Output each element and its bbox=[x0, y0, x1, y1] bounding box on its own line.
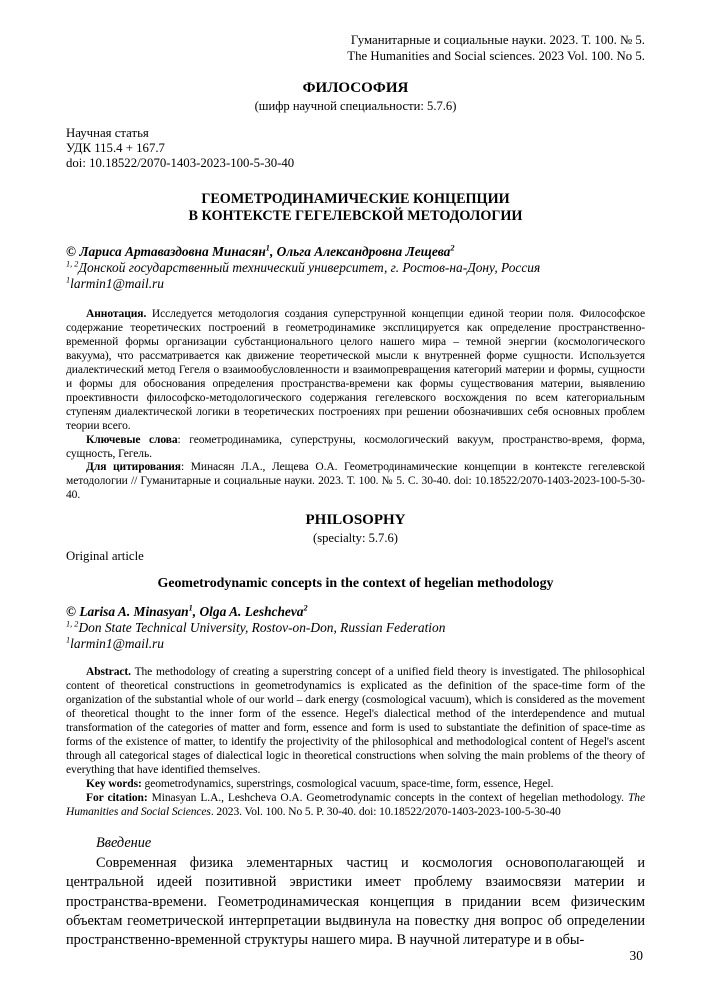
affiliation-sup-en: 1, 2 bbox=[66, 619, 79, 629]
journal-header-ru: Гуманитарные и социальные науки. 2023. Т. 100. № 5. bbox=[350, 33, 645, 47]
author-name-ru-2: Ольга Александровна Лещева bbox=[276, 244, 451, 260]
abstract-text-en: The methodology of creating a superstring concept of a unified field theory is investigated. The philosophical content of theoretical constructions in geometrodynamics is explicated as the definition of the space-time form of the organization of the substantial whole of our world – dark energy (cosmological vacuum), which is considered as the movement of theoretical thought to the inner form of the essence. Hegel's dialectical method of the interdependence and mutual transformation of the categories of matter and form, essence and form is used to substantiate the definition of space-time as forms of the existence of matter, to identify the projectivity of the philosophical and methodological content of Hegel's ascent through all categorical stages of dialectical logic in theoretical constructions when solving the main problems of the theory of everything that have identified themselves. bbox=[66, 666, 645, 776]
authors-line-ru bbox=[66, 244, 645, 260]
keywords-ru bbox=[66, 434, 645, 462]
section-title-en: PHILOSOPHY bbox=[305, 512, 406, 529]
abstract-ru bbox=[66, 308, 645, 433]
udc-number: УДК 115.4 + 167.7 bbox=[66, 141, 165, 156]
copyright-mark: © bbox=[66, 244, 80, 260]
author-name-ru-1: Лариса Артаваздовна Минасян bbox=[79, 244, 266, 260]
author-name-en-1: Larisa A. Minasyan bbox=[79, 604, 189, 620]
citation-text-after-en: . 2023. Vol. 100. No 5. P. 30-40. doi: 10.18522/2070-1403-2023-100-5-30-40 bbox=[210, 805, 561, 818]
citation-text-ru: : Минасян Л.А., Лещева О.А. Геометродинамические концепции в контексте гегелевской методологии // Гуманитарные и социальные науки. 2023. Т. 100. № 5. С. 30-40. doi: 10.18522/2070-1403-2023-100-5-30-40. bbox=[66, 461, 645, 502]
keywords-label-en: Key words: bbox=[86, 777, 142, 790]
journal-header-en: The Humanities and Social sciences. 2023 Vol. 100. No 5. bbox=[347, 48, 645, 63]
copyright-mark-en: © bbox=[66, 604, 80, 620]
authors-block-ru bbox=[66, 244, 645, 292]
authors-block-en bbox=[66, 604, 645, 652]
keywords-en bbox=[66, 778, 645, 792]
author-name-en-2: Olga A. Leshcheva bbox=[199, 604, 304, 620]
section-subtitle-en: (specialty: 5.7.6) bbox=[313, 531, 398, 546]
affiliation-text-en: Don State Technical University, Rostov-on-Don, Russian Federation bbox=[78, 620, 446, 636]
keywords-text-en: geometrodynamics, superstrings, cosmological vacuum, space-time, form, essence, Hegel. bbox=[141, 777, 554, 790]
email-sup-ru: 1 bbox=[66, 275, 71, 285]
section-title-ru: ФИЛОСОФИЯ bbox=[302, 80, 409, 96]
abstract-label-en: Abstract. bbox=[86, 666, 131, 679]
email-line-en bbox=[66, 636, 645, 652]
section-subtitle-ru: (шифр научной специальности: 5.7.6) bbox=[254, 99, 457, 113]
keywords-label-ru: Ключевые слова bbox=[86, 433, 178, 446]
article-title-ru-line2: В КОНТЕКСТЕ ГЕГЕЛЕВСКОЙ МЕТОДОЛОГИИ bbox=[188, 208, 523, 225]
introduction-heading: Введение bbox=[96, 835, 152, 852]
author-sup-en-2: 2 bbox=[303, 603, 308, 613]
article-type-en: Original article bbox=[66, 549, 144, 564]
article-title-en: Geometrodynamic concepts in the context of hegelian methodology bbox=[157, 576, 554, 592]
journal-header bbox=[66, 33, 645, 64]
citation-ru bbox=[66, 461, 645, 503]
citation-label-ru: Для цитирования bbox=[86, 461, 181, 474]
section-heading-en bbox=[66, 512, 645, 546]
page-number: 30 bbox=[629, 948, 643, 963]
keywords-text-ru: : геометродинамика, суперструны, космологический вакуум, пространство-время, форма, сущность, Гегель. bbox=[66, 433, 645, 460]
abstract-en bbox=[66, 666, 645, 777]
abstract-block-en bbox=[66, 666, 645, 819]
article-meta bbox=[66, 126, 645, 172]
author-sup-en-1: 1 bbox=[188, 603, 193, 613]
citation-label-en: For citation: bbox=[86, 791, 148, 804]
email-address-en: larmin1@mail.ru bbox=[70, 636, 164, 652]
citation-text-before-en: Minasyan L.A., Leshcheva O.A. Geometrodynamic concepts in the context of hegelian methodology. bbox=[147, 791, 628, 804]
author-sup-ru-1: 1 bbox=[265, 243, 270, 253]
affiliation-sup-ru: 1, 2 bbox=[66, 259, 79, 269]
email-line-ru bbox=[66, 276, 645, 292]
article-type-ru: Научная статья bbox=[66, 126, 149, 140]
citation-journal-name-en: The Humanities and Social Sciences bbox=[66, 791, 645, 818]
authors-line-en bbox=[66, 604, 645, 620]
section-heading-ru bbox=[66, 80, 645, 114]
article-title-ru-line1: ГЕОМЕТРОДИНАМИЧЕСКИЕ КОНЦЕПЦИИ bbox=[201, 190, 510, 207]
doi-line: doi: 10.18522/2070-1403-2023-100-5-30-40 bbox=[66, 156, 295, 171]
abstract-label-ru: Аннотация. bbox=[86, 308, 147, 321]
introduction-paragraph: Современная физика элементарных частиц и космология основополагающей и центральной идеей позитивной эвристики имеет проблему взаимосвязи материи и пространства-времени. Геометродинамическая концепция в придании всем физическим объектам геометрической интерпретации выдвинула на повестку дня вопрос об определении пространственно-временной структуры нашего мира. В научной литературе и в обы- bbox=[66, 854, 645, 949]
affiliation-text-ru: Донской государственный технический университет, г. Ростов-на-Дону, Россия bbox=[78, 260, 541, 276]
author-separator-en: , bbox=[192, 604, 200, 620]
article-title-ru bbox=[66, 191, 645, 227]
affiliation-en bbox=[66, 620, 645, 636]
citation-en bbox=[66, 792, 645, 820]
author-sup-ru-2: 2 bbox=[450, 243, 455, 253]
affiliation-ru bbox=[66, 260, 645, 276]
email-sup-en: 1 bbox=[66, 635, 71, 645]
author-separator: , bbox=[269, 244, 277, 260]
email-address-ru: larmin1@mail.ru bbox=[70, 276, 164, 292]
abstract-block-ru bbox=[66, 308, 645, 503]
abstract-text-ru: Исследуется методология создания суперструнной концепции единой теории поля. Философское содержание теоретических построений в геометродинамике эксплицируется как определение пространственно-временной формы организации субстанционального целого нашего мира – темной энергии (космологического вакуума), что рассматривается как движение теоретической мысли к внутренней форме сущности. Используется диалектический метод Гегеля о взаимообусловленности и взаимопревращения категорий материи и формы, сущности и формы для обоснования определения пространства-времени как формы существования материи, выявлению проективности философско-методологического содержания гегелевского восхождения по всем категориальным ступеням диалектической логики в теоретических построениях при решении обозначивших себя основных проблем теории всего. bbox=[66, 308, 645, 432]
